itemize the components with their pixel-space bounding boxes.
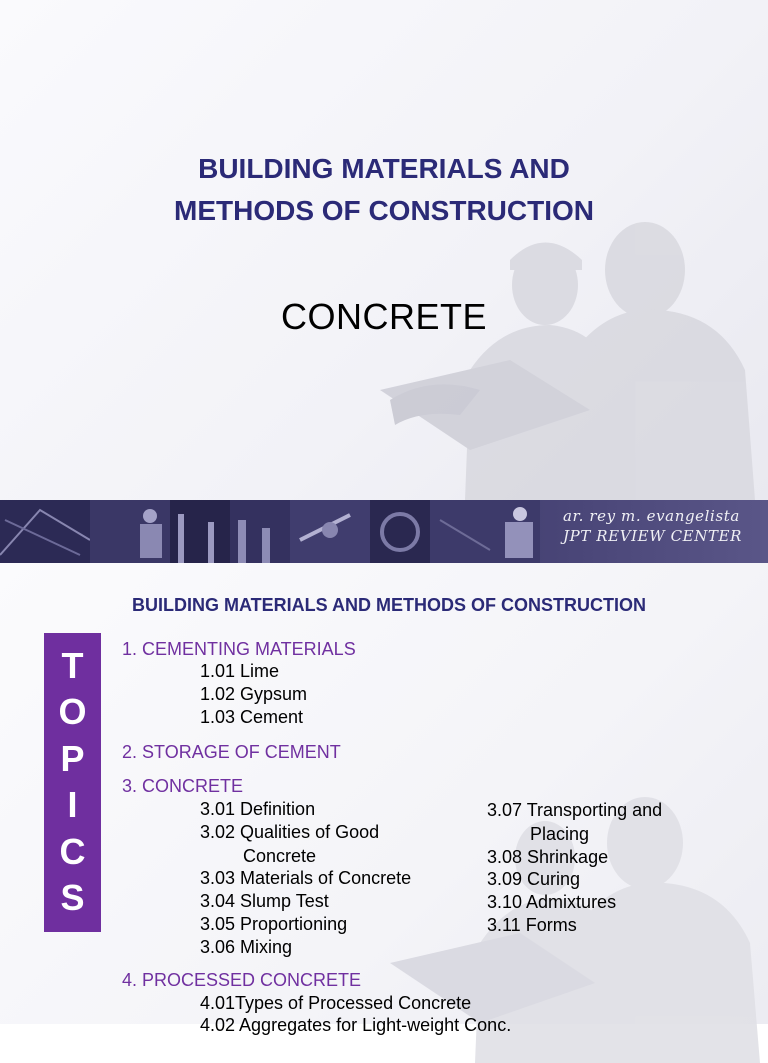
presentation-subtitle: CONCRETE — [280, 296, 487, 337]
topics-slide-heading: BUILDING MATERIALS AND METHODS OF CONSTRUCTION — [132, 595, 646, 615]
photo-banner — [0, 500, 768, 563]
title-slide — [0, 0, 768, 500]
title-line-1: BUILDING MATERIALS AND — [198, 153, 570, 184]
list-item: 3.01 Definition — [200, 799, 316, 819]
topics-letter: T — [61, 645, 84, 686]
list-item: Concrete — [243, 846, 317, 866]
section-concrete: 3. CONCRETE — [122, 776, 244, 796]
list-item: 3.10 Admixtures — [487, 892, 617, 912]
list-item: 3.11 Forms — [487, 915, 577, 935]
author-credit — [563, 506, 742, 546]
title-line-2: METHODS OF CONSTRUCTION — [174, 195, 594, 226]
list-item: 3.02 Qualities of Good — [200, 822, 380, 842]
review-center-name: JPT REVIEW CENTER — [562, 527, 742, 545]
topics-letter: O — [58, 691, 87, 732]
list-item: 3.04 Slump Test — [200, 891, 329, 911]
list-item: 3.05 Proportioning — [200, 914, 348, 934]
topics-letter: P — [60, 738, 85, 779]
list-item: 1.03 Cement — [200, 707, 304, 727]
author-name: ar. rey m. evangelista — [562, 507, 740, 525]
list-item: 1.02 Gypsum — [200, 684, 308, 704]
topics-vertical-label — [44, 633, 101, 932]
list-item: 3.03 Materials of Concrete — [200, 868, 412, 888]
list-item: 4.02 Aggregates for Light-weight Conc. — [200, 1015, 512, 1035]
list-item: 4.01Types of Processed Concrete — [200, 993, 472, 1013]
list-item: 3.06 Mixing — [200, 937, 293, 957]
list-item: 3.08 Shrinkage — [487, 847, 609, 867]
presentation-title — [0, 148, 768, 232]
list-item: 1.01 Lime — [200, 661, 280, 681]
topics-letter: I — [67, 784, 78, 825]
topics-slide — [0, 563, 768, 1035]
list-item: 3.07 Transporting and — [487, 800, 663, 820]
list-item: 3.09 Curing — [487, 869, 581, 889]
section-cementing-materials: 1. CEMENTING MATERIALS — [122, 639, 356, 659]
engineers-silhouette-image — [360, 200, 768, 500]
topics-letter: C — [59, 831, 86, 872]
construction-photo-collage — [0, 500, 540, 563]
section-processed-concrete: 4. PROCESSED CONCRETE — [122, 970, 362, 990]
section-storage-of-cement: 2. STORAGE OF CEMENT — [122, 742, 341, 762]
list-item: Placing — [530, 824, 590, 844]
topics-letter: S — [60, 877, 85, 918]
